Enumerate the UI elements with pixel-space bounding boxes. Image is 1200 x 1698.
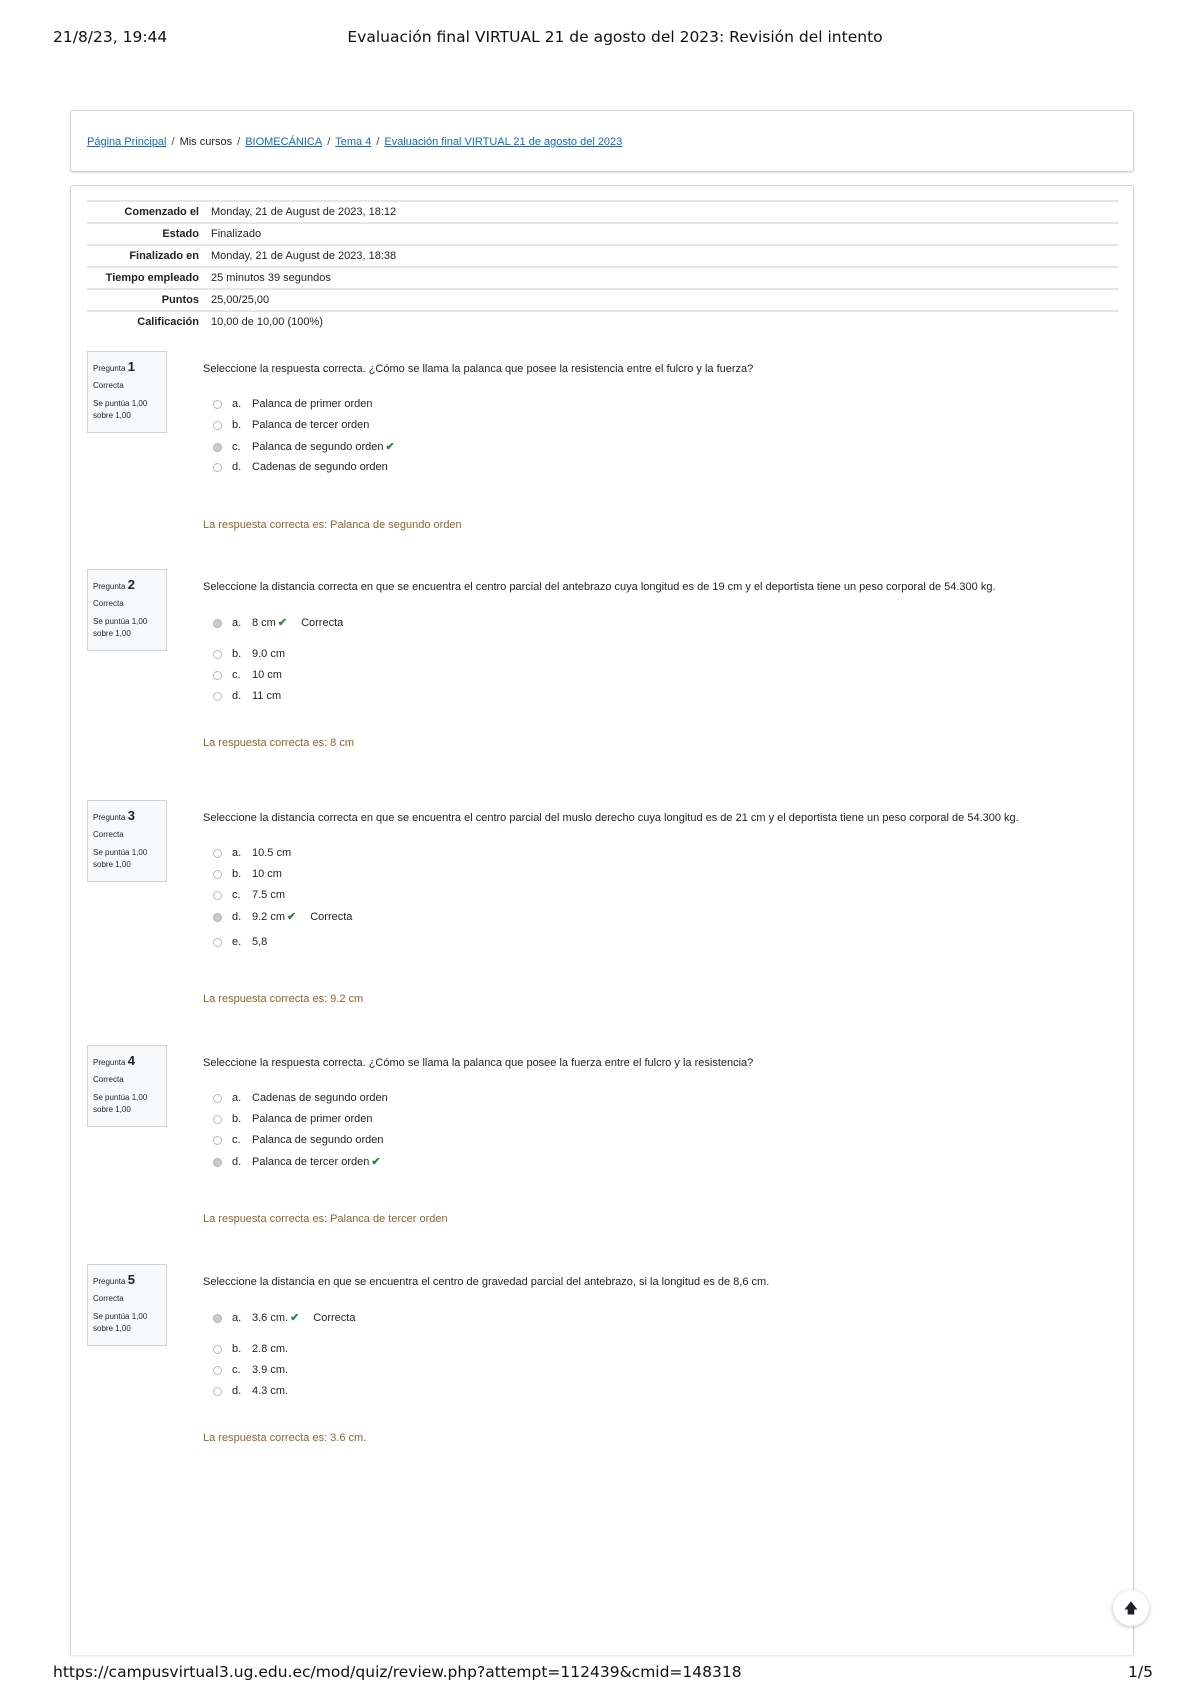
attempt-summary-table [87, 200, 1119, 332]
option-text: 3.9 cm. [252, 1364, 289, 1376]
question-prefix: Pregunta [93, 582, 126, 591]
question-grade [93, 398, 161, 422]
option-letter: d. [232, 461, 242, 473]
answer-option[interactable] [213, 419, 369, 435]
radio-button[interactable] [213, 443, 222, 452]
question-state: Correcta [93, 830, 124, 839]
question-text: Seleccione la distancia correcta en que se encuentra el centro parcial del muslo derecho cuya longitud es de 21 cm y el deportista tiene un peso corporal de 54.300 kg. [203, 812, 1019, 824]
question-info [87, 800, 167, 882]
option-letter: a. [232, 398, 242, 410]
print-header [0, 28, 1200, 50]
question-info [87, 1264, 167, 1346]
breadcrumb-course[interactable]: BIOMECÁNICA [245, 136, 323, 148]
option-text: 8 cm [252, 617, 276, 629]
correct-answer-feedback: La respuesta correcta es: 9.2 cm [203, 993, 364, 1005]
summary-row [87, 311, 1119, 332]
question-number: 2 [127, 577, 135, 592]
correct-answer-feedback: La respuesta correcta es: 8 cm [203, 737, 355, 749]
option-letter: a. [232, 1312, 242, 1324]
radio-button[interactable] [213, 1387, 222, 1396]
answer-option[interactable] [213, 690, 281, 706]
question-3 [87, 800, 1119, 1013]
summary-row [87, 245, 1119, 267]
option-text: 9.0 cm [252, 648, 286, 660]
question-text: Seleccione la respuesta correcta. ¿Cómo se llama la palanca que posee la resistencia entre el fulcro y la fuerza? [203, 363, 754, 375]
question-grade [93, 1092, 161, 1116]
summary-label: Finalizado en [129, 250, 199, 262]
back-to-top-button[interactable] [1113, 1590, 1149, 1626]
breadcrumb-separator: / [171, 136, 175, 148]
breadcrumb-separator: / [327, 136, 331, 148]
summary-row [87, 289, 1119, 311]
radio-button[interactable] [213, 1345, 222, 1354]
summary-value: Monday, 21 de August de 2023, 18:38 [211, 250, 397, 262]
radio-button[interactable] [213, 849, 222, 858]
option-text: Palanca de primer orden [252, 1113, 373, 1125]
radio-button[interactable] [213, 1094, 222, 1103]
option-text: 3.6 cm. [252, 1312, 289, 1324]
breadcrumb [87, 136, 622, 148]
breadcrumb-separator: / [237, 136, 241, 148]
question-state: Correcta [93, 599, 124, 608]
radio-button[interactable] [213, 400, 222, 409]
option-letter: c. [232, 889, 241, 901]
summary-value: Finalizado [211, 228, 262, 240]
correct-label: Correcta [301, 617, 344, 629]
grade-line: Se puntúa 1,00 [93, 1093, 148, 1102]
radio-button[interactable] [213, 891, 222, 900]
question-grade [93, 1311, 161, 1335]
arrow-up-icon: 🡅 [1123, 1600, 1139, 1616]
radio-button[interactable] [213, 671, 222, 680]
question-text: Seleccione la distancia en que se encuentra el centro de gravedad parcial del antebrazo, si la longitud es de 8,6 cm. [203, 1276, 770, 1288]
breadcrumb-topic[interactable]: Tema 4 [335, 136, 372, 148]
answer-option[interactable] [213, 1113, 372, 1129]
option-text: Palanca de tercer orden [252, 1156, 370, 1168]
question-number: 5 [127, 1272, 135, 1287]
summary-label: Tiempo empleado [105, 272, 199, 284]
correct-answer-feedback: La respuesta correcta es: Palanca de tercer orden [203, 1213, 448, 1225]
summary-row [87, 223, 1119, 245]
answer-option[interactable] [213, 889, 285, 905]
answer-option[interactable] [213, 847, 291, 863]
option-letter: a. [232, 1092, 242, 1104]
question-prefix: Pregunta [93, 813, 126, 822]
answer-option[interactable] [213, 1134, 384, 1150]
question-state: Correcta [93, 1075, 124, 1084]
grade-line: sobre 1,00 [93, 1105, 131, 1114]
summary-value: 10,00 de 10,00 (100%) [211, 316, 323, 328]
option-letter: e. [232, 936, 242, 948]
question-number: 1 [127, 359, 135, 374]
question-state: Correcta [93, 381, 124, 390]
checkmark-icon: ✔ [371, 1156, 381, 1168]
summary-value: 25 minutos 39 segundos [211, 272, 331, 284]
answer-option[interactable] [213, 936, 267, 952]
question-text: Seleccione la respuesta correcta. ¿Cómo se llama la palanca que posee la fuerza entre el fulcro y la resistencia? [203, 1057, 754, 1069]
grade-line: Se puntúa 1,00 [93, 1312, 148, 1321]
question-4 [87, 1045, 1119, 1233]
radio-button[interactable] [213, 1136, 222, 1145]
option-text: 7.5 cm [252, 889, 286, 901]
correct-label: Correcta [313, 1312, 356, 1324]
summary-value: Monday, 21 de August de 2023, 18:12 [211, 206, 397, 218]
question-grade [93, 616, 161, 640]
question-info [87, 351, 167, 433]
question-state: Correcta [93, 1294, 124, 1303]
breadcrumb-my-courses: Mis cursos [179, 136, 233, 148]
print-footer [0, 1663, 1200, 1685]
grade-line: sobre 1,00 [93, 629, 131, 638]
answer-option[interactable] [213, 1385, 288, 1401]
answer-option[interactable] [213, 1311, 355, 1327]
print-title: Evaluación final VIRTUAL 21 de agosto del 2023: Revisión del intento [347, 28, 883, 46]
quiz-review-card [70, 185, 1134, 1655]
option-text: 10.5 cm [252, 847, 292, 859]
option-text: Cadenas de segundo orden [252, 461, 388, 473]
answer-option[interactable] [213, 1155, 381, 1171]
question-number: 3 [127, 808, 135, 823]
question-2 [87, 569, 1119, 757]
question-info [87, 569, 167, 651]
answer-option[interactable] [213, 440, 395, 456]
option-letter: c. [232, 1364, 241, 1376]
option-letter: b. [232, 648, 242, 660]
checkmark-icon: ✔ [385, 441, 395, 453]
radio-button[interactable] [213, 938, 222, 947]
question-5 [87, 1264, 1119, 1452]
answer-option[interactable] [213, 461, 388, 477]
option-letter: d. [232, 911, 242, 923]
option-letter: c. [232, 669, 241, 681]
question-grade [93, 847, 161, 871]
checkmark-icon: ✔ [287, 911, 297, 923]
question-info [87, 1045, 167, 1127]
option-letter: d. [232, 1156, 242, 1168]
option-letter: b. [232, 1343, 242, 1355]
radio-button[interactable] [213, 870, 222, 879]
breadcrumb-separator: / [376, 136, 380, 148]
option-letter: c. [232, 441, 241, 453]
option-letter: a. [232, 847, 242, 859]
option-text: Palanca de tercer orden [252, 419, 370, 431]
question-prefix: Pregunta [93, 1058, 126, 1067]
option-text: 10 cm [252, 868, 282, 880]
checkmark-icon: ✔ [290, 1312, 300, 1324]
grade-line: sobre 1,00 [93, 411, 131, 420]
answer-option[interactable] [213, 616, 343, 632]
summary-label: Comenzado el [124, 206, 199, 218]
question-text: Seleccione la distancia correcta en que se encuentra el centro parcial del antebrazo cuya longitud es de 19 cm y el deportista tiene un peso corporal de 54.300 kg. [203, 581, 996, 593]
radio-button[interactable] [213, 421, 222, 430]
option-letter: d. [232, 690, 242, 702]
page-number: 1/5 [1128, 1663, 1153, 1681]
summary-label: Estado [162, 228, 199, 240]
option-letter: d. [232, 1385, 242, 1397]
correct-answer-feedback: La respuesta correcta es: 3.6 cm. [203, 1432, 367, 1444]
correct-answer-feedback: La respuesta correcta es: Palanca de segundo orden [203, 519, 462, 531]
radio-button[interactable] [213, 1115, 222, 1124]
answer-option[interactable] [213, 1343, 288, 1359]
option-letter: b. [232, 868, 242, 880]
option-text: Palanca de segundo orden [252, 441, 384, 453]
option-letter: a. [232, 617, 242, 629]
breadcrumb-card [70, 110, 1134, 172]
option-letter: c. [232, 1134, 241, 1146]
option-text: 9.2 cm [252, 911, 286, 923]
summary-value: 25,00/25,00 [211, 294, 270, 306]
summary-label: Calificación [137, 316, 199, 328]
answer-option[interactable] [213, 648, 285, 664]
answer-option[interactable] [213, 910, 352, 926]
grade-line: Se puntúa 1,00 [93, 399, 148, 408]
question-prefix: Pregunta [93, 1277, 126, 1286]
question-1 [87, 351, 1119, 539]
option-text: 5,8 [252, 936, 268, 948]
checkmark-icon: ✔ [277, 617, 288, 629]
radio-button[interactable] [213, 619, 222, 628]
option-text: Cadenas de segundo orden [252, 1092, 388, 1104]
grade-line: Se puntúa 1,00 [93, 617, 148, 626]
answer-option[interactable] [213, 1092, 388, 1108]
option-letter: b. [232, 1113, 242, 1125]
print-url: https://campusvirtual3.ug.edu.ec/mod/quiz/review.php?attempt=112439&cmid=148318 [53, 1663, 742, 1681]
radio-button[interactable] [213, 1314, 222, 1323]
option-text: Palanca de primer orden [252, 398, 373, 410]
option-text: Palanca de segundo orden [252, 1134, 384, 1146]
answer-option[interactable] [213, 398, 372, 414]
grade-line: sobre 1,00 [93, 1324, 131, 1333]
summary-row [87, 201, 1119, 223]
answer-option[interactable] [213, 868, 282, 884]
answer-option[interactable] [213, 1364, 288, 1380]
radio-button[interactable] [213, 463, 222, 472]
option-text: 4.3 cm. [252, 1385, 289, 1397]
answer-option[interactable] [213, 669, 282, 685]
breadcrumb-quiz[interactable]: Evaluación final VIRTUAL 21 de agosto del 2023 [384, 136, 623, 148]
radio-button[interactable] [213, 1366, 222, 1375]
option-text: 10 cm [252, 669, 282, 681]
radio-button[interactable] [213, 692, 222, 701]
grade-line: sobre 1,00 [93, 860, 131, 869]
radio-button[interactable] [213, 650, 222, 659]
print-date: 21/8/23, 19:44 [53, 28, 168, 46]
option-letter: b. [232, 419, 242, 431]
radio-button[interactable] [213, 1158, 222, 1167]
breadcrumb-home[interactable]: Página Principal [87, 136, 167, 148]
grade-line: Se puntúa 1,00 [93, 848, 148, 857]
summary-label: Puntos [161, 294, 199, 306]
correct-label: Correcta [310, 911, 353, 923]
option-text: 2.8 cm. [252, 1343, 289, 1355]
summary-row [87, 267, 1119, 289]
question-prefix: Pregunta [93, 364, 126, 373]
question-number: 4 [127, 1053, 135, 1068]
radio-button[interactable] [213, 913, 222, 922]
option-text: 11 cm [252, 690, 282, 702]
